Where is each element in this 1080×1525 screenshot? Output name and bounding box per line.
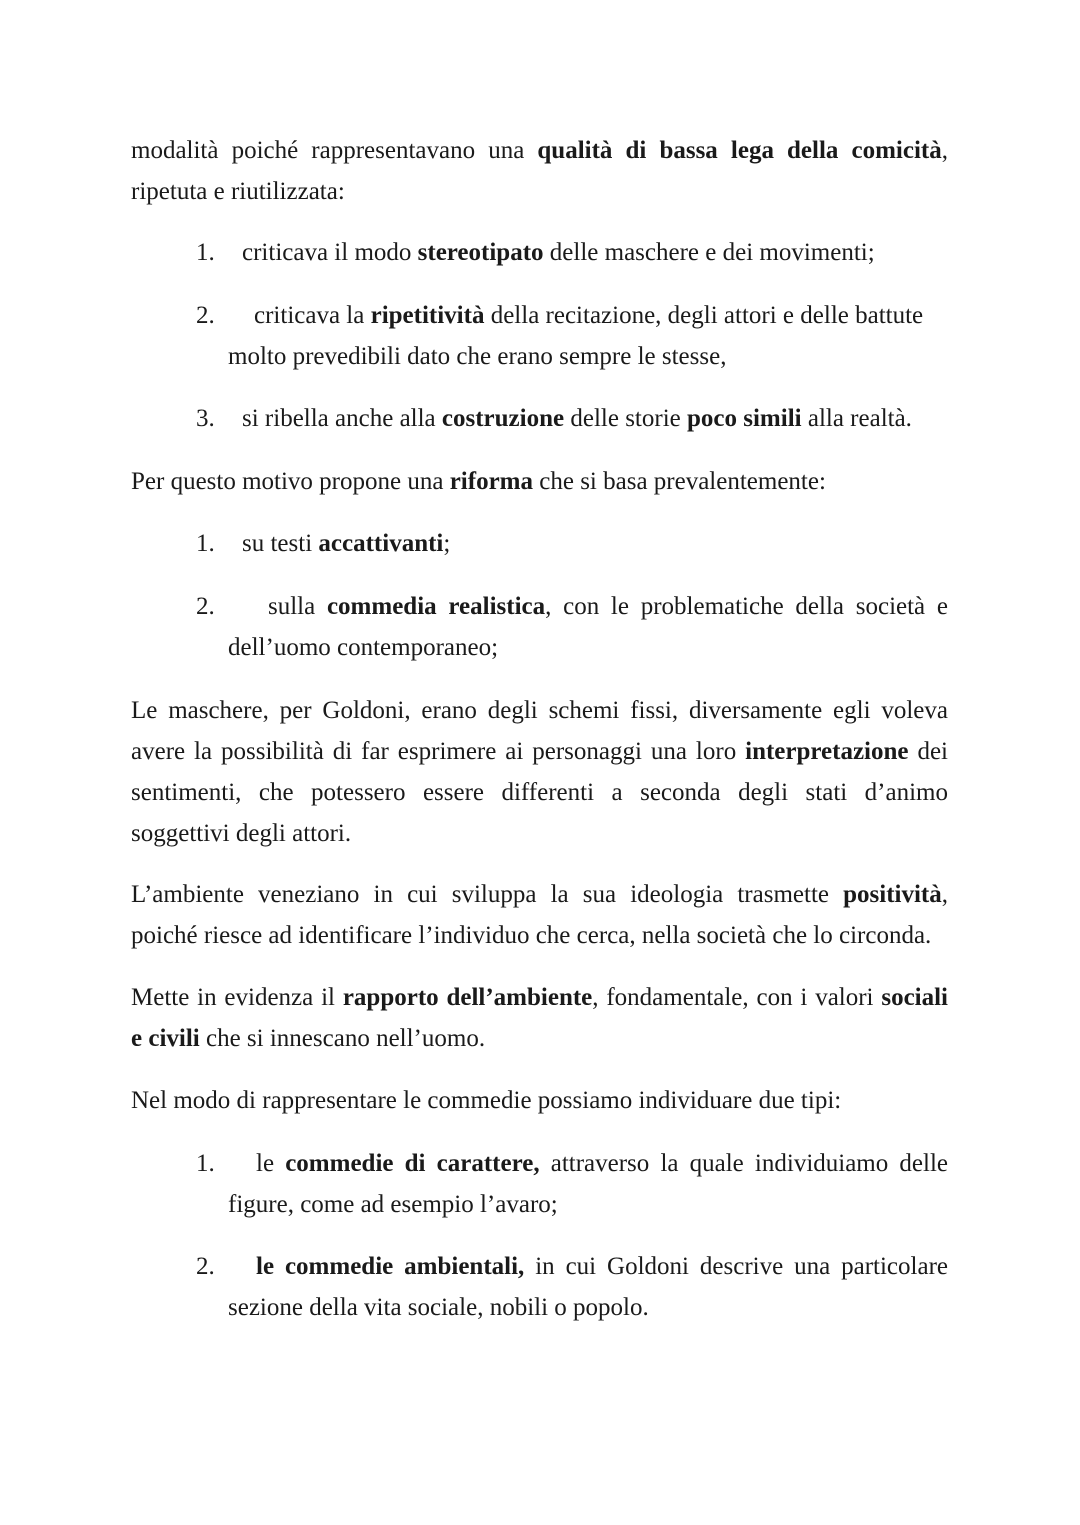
- bold-span: le commedie ambientali,: [256, 1253, 525, 1280]
- text-span: le: [256, 1150, 286, 1177]
- list-number: 1.: [196, 530, 215, 557]
- text-span: Nel modo di rappresentare le commedie possiamo individuare due tipi:: [131, 1087, 842, 1114]
- bold-span: costruzione: [441, 405, 565, 432]
- bold-span: rapporto dell’ambiente: [342, 984, 593, 1011]
- list-item: [196, 1246, 948, 1287]
- list-item-continuation: [228, 1184, 948, 1225]
- text-span: delle storie: [564, 405, 687, 432]
- text-span: alla realtà.: [801, 405, 912, 432]
- bold-span: riforma: [449, 468, 533, 495]
- text-span: criticava la: [254, 302, 371, 329]
- bold-span: ripetitività: [370, 302, 485, 329]
- paragraph-tipi: [131, 1080, 948, 1121]
- bold-span: qualità di bassa lega della comicità: [537, 137, 942, 164]
- text-span: dell’uomo contemporaneo;: [228, 634, 499, 661]
- text-span: sulla: [268, 593, 327, 620]
- text-span: molto prevedibili dato che erano sempre le stesse,: [228, 343, 727, 370]
- bold-span: stereotipato: [417, 239, 544, 266]
- text-span: delle maschere e dei movimenti;: [543, 239, 875, 266]
- list-item: [196, 232, 948, 273]
- bold-span: commedie di carattere,: [285, 1150, 540, 1177]
- list-item: [196, 398, 948, 439]
- bold-span: positività: [843, 881, 942, 908]
- paragraph-maschere: [131, 690, 948, 854]
- paragraph-intro: [131, 130, 948, 212]
- text-span: ;: [443, 530, 451, 557]
- text-span: dei sentimenti, che potessero essere differenti a seconda degli stati d’animo soggettivi degli attori.: [131, 738, 948, 847]
- text-span: , poiché riesce ad identificare l’individuo che cerca, nella società che lo circonda.: [131, 881, 948, 949]
- text-span: , fondamentale, con i valori: [592, 984, 882, 1011]
- bold-span: accattivanti: [318, 530, 444, 557]
- text-span: figure, come ad esempio l’avaro;: [228, 1191, 558, 1218]
- text-span: Le maschere, per Goldoni, erano degli schemi fissi, diversamente egli voleva avere la possibilità di far esprimere ai personaggi una loro: [131, 697, 948, 765]
- list-item: [196, 1143, 948, 1184]
- list-number: 1.: [196, 239, 215, 266]
- text-span: L’ambiente veneziano in cui sviluppa la sua ideologia trasmette: [131, 881, 844, 908]
- text-span: Mette in evidenza il: [131, 984, 343, 1011]
- text-span: attraverso la quale individuiamo delle: [539, 1150, 948, 1177]
- text-span: , ripetuta e riutilizzata:: [131, 137, 948, 205]
- list-item: [196, 586, 948, 627]
- bold-span: interpretazione: [745, 738, 909, 765]
- text-span: che si basa prevalentemente:: [533, 468, 826, 495]
- paragraph-riforma: [131, 461, 948, 502]
- text-span: Per questo motivo propone una: [131, 468, 450, 495]
- list-item-continuation: [228, 627, 948, 668]
- list-item: [196, 523, 948, 564]
- text-span: sezione della vita sociale, nobili o popolo.: [228, 1294, 649, 1321]
- paragraph-rapporto: [131, 977, 948, 1059]
- text-span: su testi: [242, 530, 319, 557]
- text-span: in cui Goldoni descrive una particolare: [524, 1253, 948, 1280]
- list-number: 1.: [196, 1150, 215, 1177]
- list-number: 3.: [196, 405, 215, 432]
- bold-span: commedia realistica: [326, 593, 546, 620]
- text-span: criticava il modo: [242, 239, 418, 266]
- text-span: , con le problematiche della società e: [545, 593, 948, 620]
- bold-span: poco simili: [687, 405, 802, 432]
- text-span: si ribella anche alla: [242, 405, 442, 432]
- text-span: che si innescano nell’uomo.: [199, 1025, 486, 1052]
- list-number: 2.: [196, 1253, 215, 1280]
- bold-span: sociali e civili: [131, 984, 949, 1052]
- list-number: 2.: [196, 302, 215, 329]
- list-number: 2.: [196, 593, 215, 620]
- text-span: della recitazione, degli attori e delle battute: [484, 302, 924, 329]
- paragraph-ambiente: [131, 874, 948, 956]
- text-span: modalità poiché rappresentavano una: [131, 137, 538, 164]
- list-item: [196, 295, 948, 336]
- list-item-continuation: [228, 1287, 948, 1328]
- list-item-continuation: [228, 336, 948, 377]
